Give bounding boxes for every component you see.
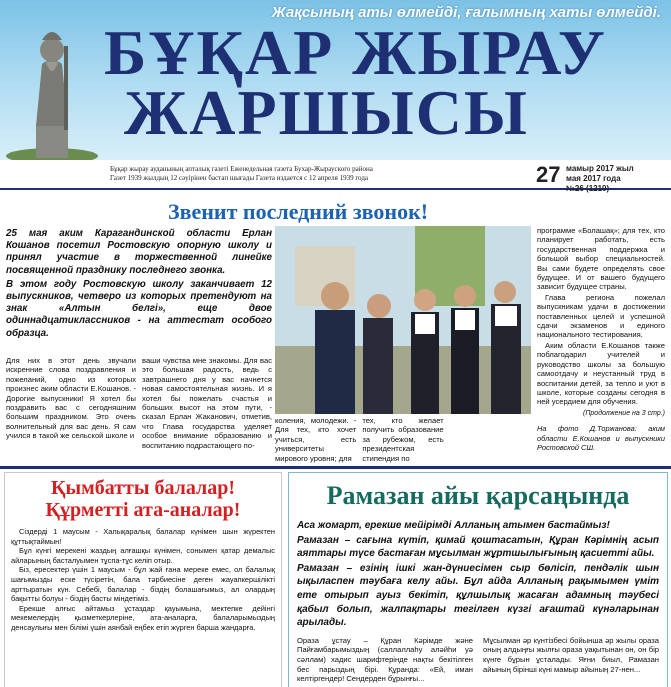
children-day-headline-2: Құрметті ата-аналар!: [45, 499, 241, 521]
children-day-article: [4, 472, 282, 687]
ramadan-body: [297, 636, 659, 684]
issue-code: №26 (1210): [566, 184, 610, 193]
article-headline: Звенит последний звонок!: [168, 199, 429, 224]
ramadan-headline: Рамазан айы қарсаңында: [326, 481, 630, 510]
paragraph: Бұл күнгі мерекені жаздың алғашқы күнімен, сонымен қатар демалыс айларының басталуымен тұспа-тұс келіп отыр.: [11, 546, 275, 565]
paragraph: Біз, ересектер үшін 1 маусым - бұл жай ғана мереке емес, ол балалық шағымызды еске түсіретін, бала тәрбиесіне деген жауапкершілікті арттыратын күн. Себебі, балалар - біздің болашағымыз, ал олардың бақытты болуы - біздің басты міндетіміз.: [11, 565, 275, 604]
issue-date-ru: мая 2017 года: [566, 174, 621, 183]
ramadan-article: [288, 472, 668, 687]
article-body: [6, 356, 272, 450]
ramadan-lead: [297, 519, 659, 630]
issue-date: [566, 164, 634, 194]
children-day-headline-1: Қымбатты балалар!: [50, 477, 236, 499]
section-divider: [0, 466, 671, 469]
masthead: [0, 0, 671, 160]
graduation-photo: [275, 226, 531, 414]
lead-paragraph: Аса жомарт, ерекше мейірімді Алланың атымен бастаймыз!: [297, 520, 610, 531]
right-column-paragraph: программе «Болашақ»; для тех, кто планирует работать, есть государственная поддержка и большой выбор специальностей. Вы сами будете определять свое будущее. И от вашего будущего зависит будущее страны.: [537, 226, 665, 292]
issue-day: 27: [536, 162, 561, 187]
publication-info: [110, 165, 373, 183]
article-column: Мұсылман әр күнтізбесі бойынша әр жылы ораза оның алдыңғы жылғы ораза уақытынан он, он бір күнге бұрын ұсталады. Яғни биыл, Рамазан айының бірінші күні мамыр айының 27-нен...: [483, 635, 659, 674]
masthead-info-bar: [0, 160, 671, 193]
article-body-under-photo: [275, 416, 531, 463]
article-column: Ораза ұстау – Құран Кәрімде және Пайғамбарымыздың (саллаллаһу аләйһи уә сәллам) хадис шарифтерінде нақты бекітілген бес парыздың бірі. Құранда: «Ей, иман келтіргендер! Сендерден бұрынғы...: [297, 635, 473, 684]
article-lead: [6, 228, 272, 340]
paragraph: Ерекше алғыс айтамыз ұстаздар қауымына, мектепке дейінгі мекемелердің қызметкерлеріне, ата-аналарға, балаларымыздың денсаулығы мен білімі үшін аянбай еңбек етіп жүрген барша жандарға.: [11, 603, 275, 632]
slogan: Жақсының аты өлмейді, ғалымның хаты өлмейді.: [271, 4, 661, 21]
lead-paragraph: Рамазан – езінің ішкі жан-дүниесімен сыр бөлісіп, пендәлік шын ықыласпен тәубаға келу айы. Бұл айда Алланың рақымымен үміт ете отырып ауыз бекітіп, құлшылық жасаған адамның тәубесі қабыл болып, жалпақтары тегілген күзгі ағаштай күнәларынан арылады.: [297, 562, 659, 629]
article-column-empty: [450, 416, 531, 463]
article-column: Для них в этот день звучали искренние слова поздравления и пожеланий, одно из которых произнес аким области Е.Кошанов. - Дорогие выпускники! Я хотел бы поздравить вас с сегодняшним большим праздником. Это очень волнительный для вас день. Я сам учился в такой же сельской школе и: [6, 356, 136, 441]
children-day-text: [11, 527, 275, 633]
paragraph: Сіздерді 1 маусым - Халықаралық балалар күнімен шын жүректен құттықтаймын!: [11, 527, 275, 546]
right-column-paragraph: Глава региона пожелал выпускникам удачи в достижении поставленных целей и успешной сдачи экзаменов и единого национального тестирования.: [537, 292, 665, 340]
publication-info-line2: Газет 1939 жылдың 12 сәуірінен бастап шығады Газета издается с 12 апреля 1939 года: [110, 174, 369, 182]
issue-date-kz: мамыр 2017 жыл: [566, 164, 634, 173]
photo-caption: На фото Д.Торжанова: аким области Е.Кошанов и выпускники Ростовской СШ.: [537, 424, 665, 452]
newspaper-title-line2: ЖАРШЫСЫ: [124, 77, 529, 148]
continued-note: (Продолжение на 3 стр.): [583, 409, 665, 417]
article-column: коления, молодежи. - Для тех, кто хочет учиться, есть университеты мирового уровня; для: [275, 416, 357, 463]
newspaper-title-line1: БҰҚАР ЖЫРАУ: [104, 17, 607, 88]
statue-image: [6, 6, 98, 160]
lead-paragraph: В этом году Ростовскую школу заканчивает 12 выпускников, четверо из которых претендуют на знак «Алтын белгі», еще двое одиннадцатиклассников - на аттестат особого образца.: [6, 278, 272, 339]
article-column: ваши чувства мне знакомы. Для вас это большая радость, ведь с завтрашнего дня у вас начнется новая самостоятельная жизнь. И я хотел бы пожелать счастья и больших высот на этом пути, - сказал Ерлан Жаканович, отметив, что Глава государства уделяет особое внимание образованию и воспитанию подрастающего по-: [142, 356, 272, 450]
lead-paragraph: Рамазан – сағына күтіп, қимай қоштасатын, Құран Кәрімнің асып аяттары түсе бастаған мұсылман жұртшылығының қасиетті айы.: [297, 534, 659, 560]
right-column-paragraph: Аким области Е.Кошанов также поблагодарил учителей и руководство школы за большую самоотдачу и неустанный труд в воспитании детей, за тепло и уют в школе, которые созданы сегодня в ней усердием для обучения.: [537, 340, 665, 407]
lead-paragraph: 25 мая аким Карагандинской области Ерлан Кошанов посетил Ростовскую опорную школу и принял участие в торжественной линейке посвященной празднику последнего звонка.: [6, 228, 272, 276]
article-column: тех, кто желает получить образование за рубежом, есть президентская стипендия по: [362, 416, 444, 463]
article-right-column: [537, 226, 665, 452]
publication-info-line1: Бұқар жырау ауданының апталық газеті Еженедельная газета Бухар-Жырауского района: [110, 165, 373, 173]
